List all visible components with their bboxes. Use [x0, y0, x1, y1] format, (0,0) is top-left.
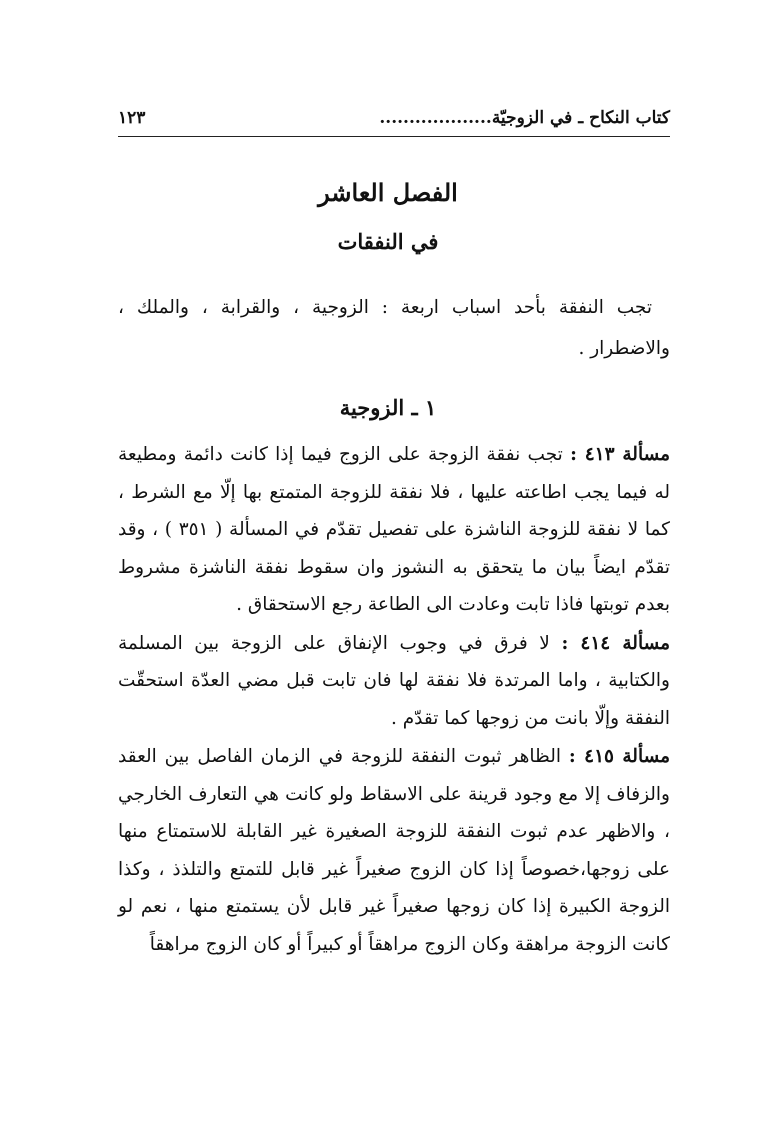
issue-label: مسألة ٤١٥ : [568, 746, 670, 767]
issue-413 [118, 436, 670, 624]
page-number: ١٢٣ [118, 108, 146, 128]
issue-label: مسألة ٤١٤ : [561, 632, 670, 654]
header-rule [118, 136, 670, 137]
section-title: في النفقات [337, 229, 439, 254]
leader-dots: ................... [379, 108, 492, 128]
issue-415 [118, 738, 670, 963]
issue-label: مسألة ٤١٣ : [570, 444, 670, 465]
issue-text: الظاهر ثبوت النفقة للزوجة في الزمان الفاصل بين العقد والزفاف إلا مع وجود قرينة على الاسقاط ولو كانت هي التعارف الخارجي ، والاظهر عدم ثبوت النفقة للزوجة الصغيرة غير القابلة للاستمتاع منها على زوجها،خصوصاً إذا كان الزوج صغيراً غير قابل للتمتع والتلذذ ، وكذا الزوجة الكبيرة إذا كان زوجها صغيراً غير قابل لأن يستمتع منها ، نعم لو كانت الزوجة مراهقة وكان الزوج مراهقاً أو كبيراً أو كان الزوج مراهقاً [118, 746, 670, 955]
running-title-text: كتاب النكاح ـ في الزوجيّة [491, 108, 670, 128]
running-title [379, 108, 670, 128]
chapter-title: الفصل العاشر [318, 178, 458, 207]
issues-list [118, 436, 670, 964]
intro-paragraph: تجب النفقة بأحد اسباب اربعة : الزوجية ، والقرابة ، والملك ، والاضطرار . [118, 296, 670, 359]
issue-text: لا فرق في وجوب الإنفاق على الزوجة بين المسلمة والكتابية ، واما المرتدة فلا نفقة لها فان تابت قبل مضي العدّة استحقّت النفقة وإلّا بانت من زوجها كما تقدّم . [118, 632, 670, 729]
subsection-title: ١ ـ الزوجية [339, 395, 437, 420]
page-header [118, 94, 670, 128]
issue-414 [118, 625, 670, 738]
issue-text: تجب نفقة الزوجة على الزوج فيما إذا كانت دائمة ومطيعة له فيما يجب اطاعته عليها ، فلا نفقة للزوجة المتمتع بها إلّا مع الشرط ، كما لا نفقة للزوجة الناشزة على تفصيل تقدّم في المسألة ( ٣٥١ ) ، وقد تقدّم ايضاً بيان ما يتحقق به النشوز وان سقوط نفقة الناشزة مشروط بعدم توبتها فاذا تابت وعادت الى الطاعة رجع الاستحقاق . [118, 444, 670, 615]
